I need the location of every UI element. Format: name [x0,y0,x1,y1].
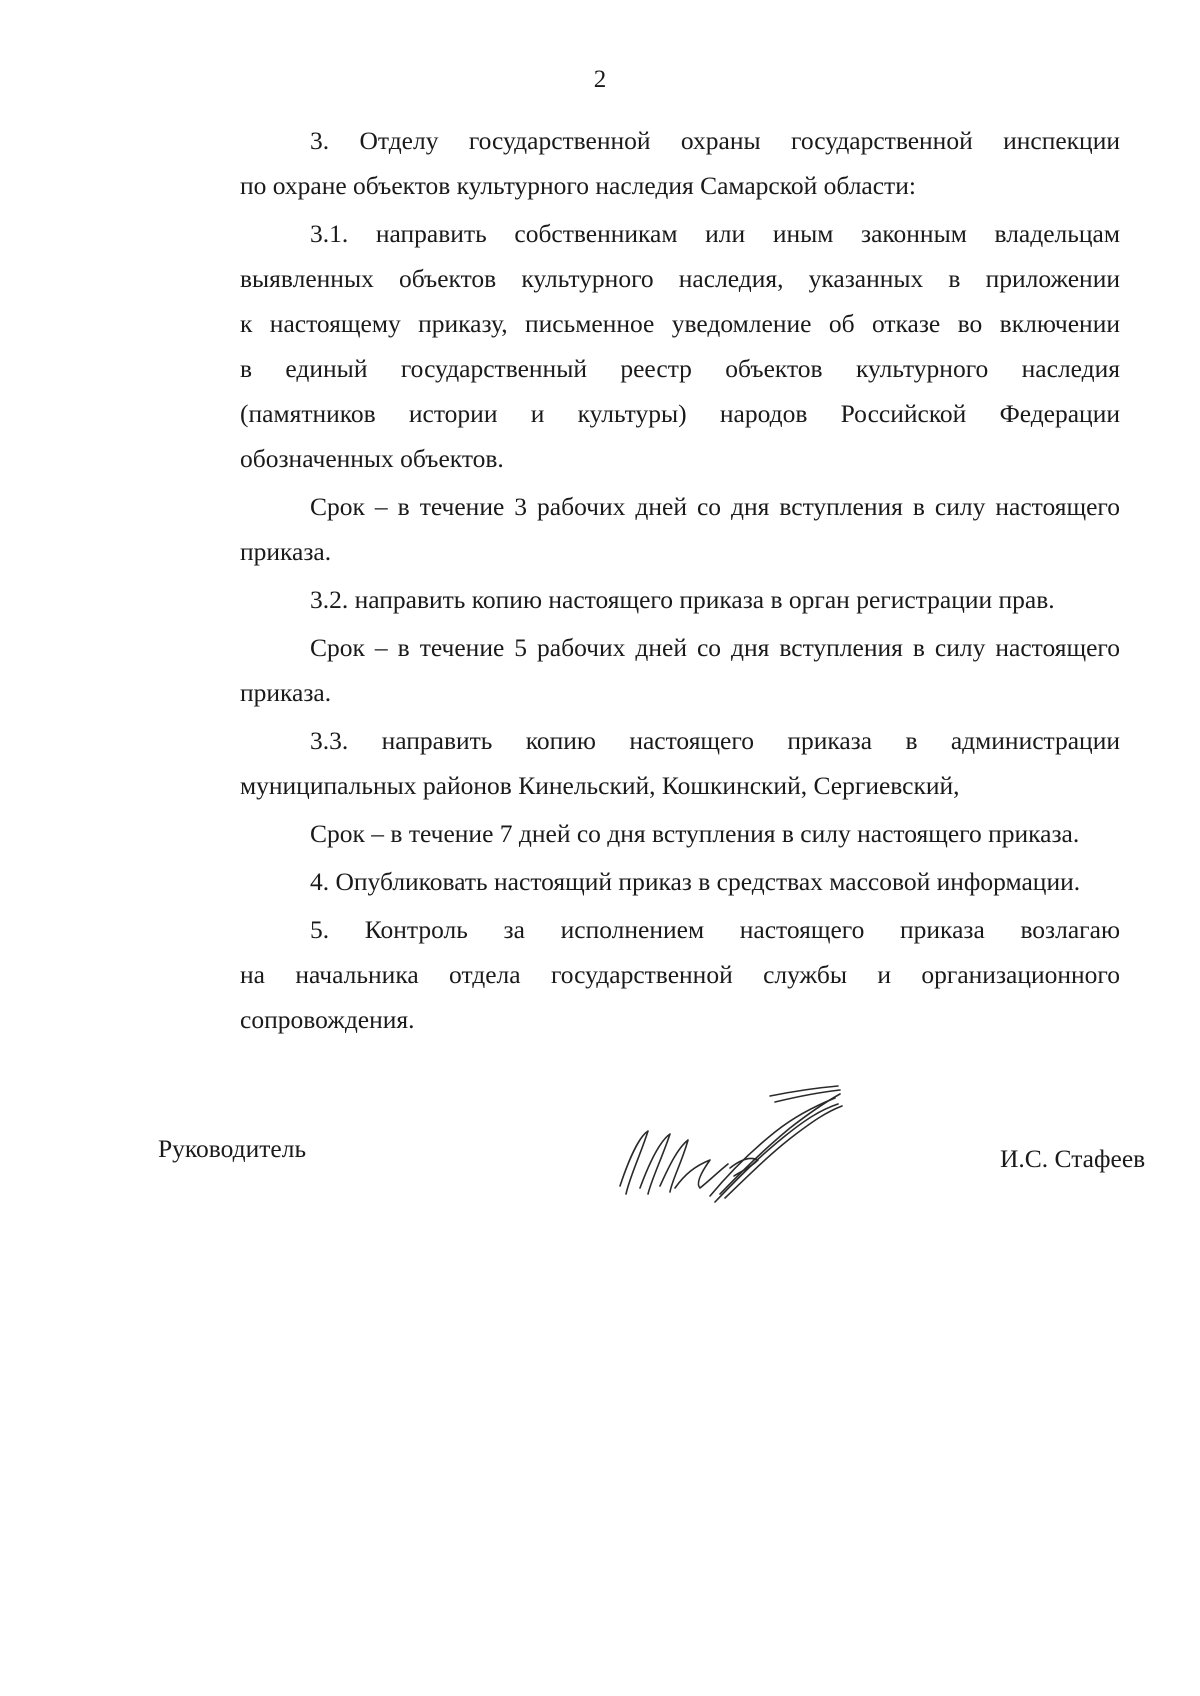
text-line: 3. Отделу государственной охраны государственной инспекции [310,126,1120,155]
document-body [170,118,1120,1045]
text-line: Срок – в течение 7 дней со дня вступления в силу настоящего приказа. [310,819,1080,848]
paragraph [170,577,1120,622]
text-line: (памятников истории и культуры) народов Российской Федерации [240,399,1120,428]
page-number: 2 [593,66,607,93]
paragraph [170,859,1120,904]
text-line: Срок – в течение 5 рабочих дней со дня вступления в силу настоящего [310,633,1120,662]
text-line: 5. Контроль за исполнением настоящего приказа возлагаю [310,915,1120,944]
paragraph [170,811,1120,856]
text-line: в единый государственный реестр объектов культурного наследия [240,354,1120,383]
text-line: приказа. [240,678,332,707]
text-line: Срок – в течение 3 рабочих дней со дня вступления в силу настоящего [310,492,1120,521]
text-line: сопровождения. [240,1005,415,1034]
paragraph [170,211,1120,481]
text-line: 4. Опубликовать настоящий приказ в средствах массовой информации. [310,867,1081,896]
text-line: 3.2. направить копию настоящего приказа в орган регистрации прав. [310,585,1055,614]
paragraph [170,484,1120,574]
text-line: 3.3. направить копию настоящего приказа в администрации [310,726,1120,755]
text-line: к настоящему приказу, письменное уведомление об отказе во включении [240,309,1120,338]
signature-block [0,1110,1200,1230]
paragraph [170,625,1120,715]
text-line: выявленных объектов культурного наследия, указанных в приложении [240,264,1120,293]
text-line: обозначенных объектов. [240,444,504,473]
text-line: на начальника отдела государственной службы и организационного [240,960,1120,989]
paragraph [170,118,1120,208]
paragraph [170,718,1120,808]
text-line: по охране объектов культурного наследия Самарской области: [240,171,916,200]
signatory-name: И.С. Стафеев [1000,1144,1146,1173]
paragraph [170,907,1120,1042]
text-line: приказа. [240,537,332,566]
handwritten-signature [600,1076,850,1216]
text-line: 3.1. направить собственникам или иным законным владельцам [310,219,1120,248]
text-line: муниципальных районов Кинельский, Кошкинский, Сергиевский, [240,771,960,800]
signatory-title: Руководитель [158,1134,307,1163]
